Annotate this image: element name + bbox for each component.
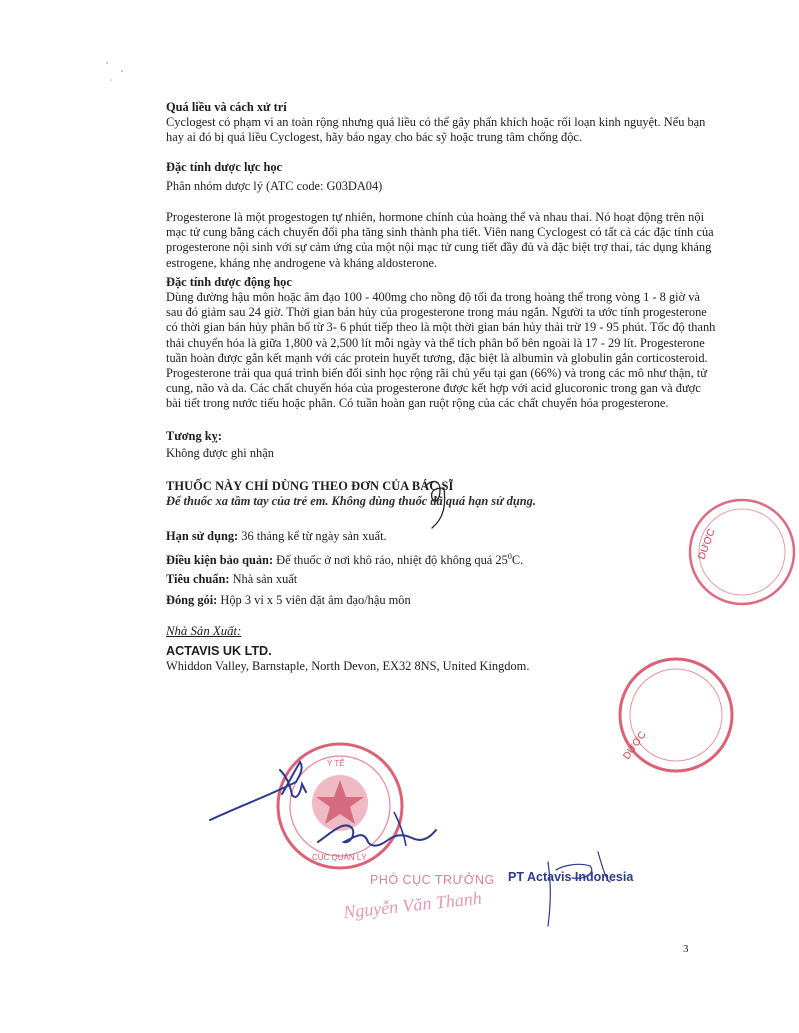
storage-line <box>166 549 716 568</box>
signature-company-icon <box>548 852 610 926</box>
pharmacokinetics-text: Dùng đường hậu môn hoặc âm đạo 100 - 400mg cho nồng độ tối đa trong hoàng thể trong vòng 1 - 8 giờ và sau đó giảm sau 24 giờ. Thời gian bán hủy của progesterone trong máu ngắn. Người ta ước tính progesterone có thời gian bán hủy phân bố từ 3- 6 phút tiếp theo là một thời gian bán hủy thải trừ 19 - 95 phút. Tốc độ thanh thải chuyển hóa là giữa 1,800 và 2,500 lít mỗi ngày và thể tích phân bố bên ngoài là 17 - 29 lít. Progesterone tuần hoàn được gắn kết mạnh với các protein huyết tương, đặc biệt là albumin và globulin gắn corticosteroid. Progesterone trải qua quá trình biến đổi sinh học rộng rãi chủ yếu tại gan (66%) và trong các mô như thận, tử cung, não và da. Các chất chuyển hóa của progesterone được kết hợp với acid glucoronic trong gan và được bài tiết trong nước tiểu hoặc phân. Có tuần hoàn gan ruột rộng của các chất chuyển hóa progesterone. <box>166 290 716 411</box>
packaging-line <box>166 593 716 608</box>
standard-line <box>166 572 716 587</box>
pharmacokinetics-heading: Đặc tính dược động học <box>166 274 292 289</box>
safety-warning: Để thuốc xa tầm tay của trẻ em. Không dùng thuốc đã quá hạn sử dụng. <box>166 494 536 509</box>
storage-unit: C. <box>511 552 524 567</box>
company-stamp-text: PT Actavis Indonesia <box>508 870 634 884</box>
svg-text:Ý TẾ: Ý TẾ <box>327 759 345 768</box>
interactions-text: Không được ghi nhận <box>166 445 274 460</box>
overdose-heading: Quá liều và cách xử trí <box>166 100 287 114</box>
partial-stamp-lower-icon <box>620 659 732 771</box>
svg-text:DƯỢC: DƯỢC <box>621 729 649 762</box>
svg-text:CỤC QUẢN LÝ: CỤC QUẢN LÝ <box>312 853 367 862</box>
atc-code: Phân nhóm dược lý (ATC code: G03DA04) <box>166 178 383 193</box>
document-body <box>166 100 716 674</box>
scan-specks <box>106 62 123 81</box>
svg-text:DƯỢC: DƯỢC <box>696 527 718 562</box>
deputy-director-title: PHÓ CỤC TRƯỞNG <box>370 873 495 887</box>
pharmacodynamics-heading: Đặc tính dược lực học <box>166 159 283 174</box>
storage-label: Điều kiện bảo quản: <box>166 552 274 567</box>
pharmacodynamics-text: Progesterone là một progestogen tự nhiên, hormone chính của hoàng thể và nhau thai. Nó hoạt động trên nội mạc tử cung bằng cách chuyển đổi pha tăng sinh thành pha tiết. Viên nang Cyclogest có tất cả các đặc tính của progesterone nội sinh với sự cảm ứng của một nội mạc tử cung tiết đầy đủ và đặc biệt trợ thai, tác dụng kháng estrogene, kháng nhẹ androgene và kháng aldosterone. <box>166 210 714 270</box>
manufacturer-address: Whiddon Valley, Barnstaple, North Devon, EX32 8NS, United Kingdom. <box>166 658 530 673</box>
manufacturer-name: ACTAVIS UK LTD. <box>166 643 272 658</box>
standard-value: Nhà sản xuất <box>229 572 298 586</box>
standard-label: Tiêu chuẩn: <box>166 572 230 586</box>
overdose-text: Cyclogest có phạm vi an toàn rộng nhưng quá liều có thể gây phấn khích hoặc rối loạn kinh nguyệt. Nếu bạn hay ai đó bị quá liều Cyclogest, hãy báo ngay cho bác sỹ hoặc trung tâm chống độc. <box>166 115 706 145</box>
signature-blue-icon <box>210 762 436 846</box>
prescription-notice: THUỐC NÀY CHỈ DÙNG THEO ĐƠN CỦA BÁC SĨ <box>166 479 454 494</box>
storage-degree: 0 <box>507 551 512 561</box>
shelf-life-line <box>166 529 716 544</box>
shelf-life-label: Hạn sử dụng: <box>166 529 239 544</box>
official-seal-icon <box>278 744 402 868</box>
shelf-life-value: 36 tháng kể từ ngày sản xuất. <box>238 529 387 544</box>
interactions-heading: Tương kỵ: <box>166 428 222 443</box>
storage-value: Để thuốc ở nơi khô ráo, nhiệt độ không quá 25 <box>273 552 508 567</box>
packaging-value: Hộp 3 vỉ x 5 viên đặt âm đạo/hậu môn <box>217 593 411 608</box>
packaging-label: Đóng gói: <box>166 593 218 608</box>
manufacturer-label: Nhà Sản Xuất: <box>166 624 242 639</box>
deputy-director-name: Nguyễn Văn Thanh <box>342 887 483 923</box>
page-number: 3 <box>683 943 689 955</box>
signature-blue-stroke-icon <box>394 812 406 846</box>
